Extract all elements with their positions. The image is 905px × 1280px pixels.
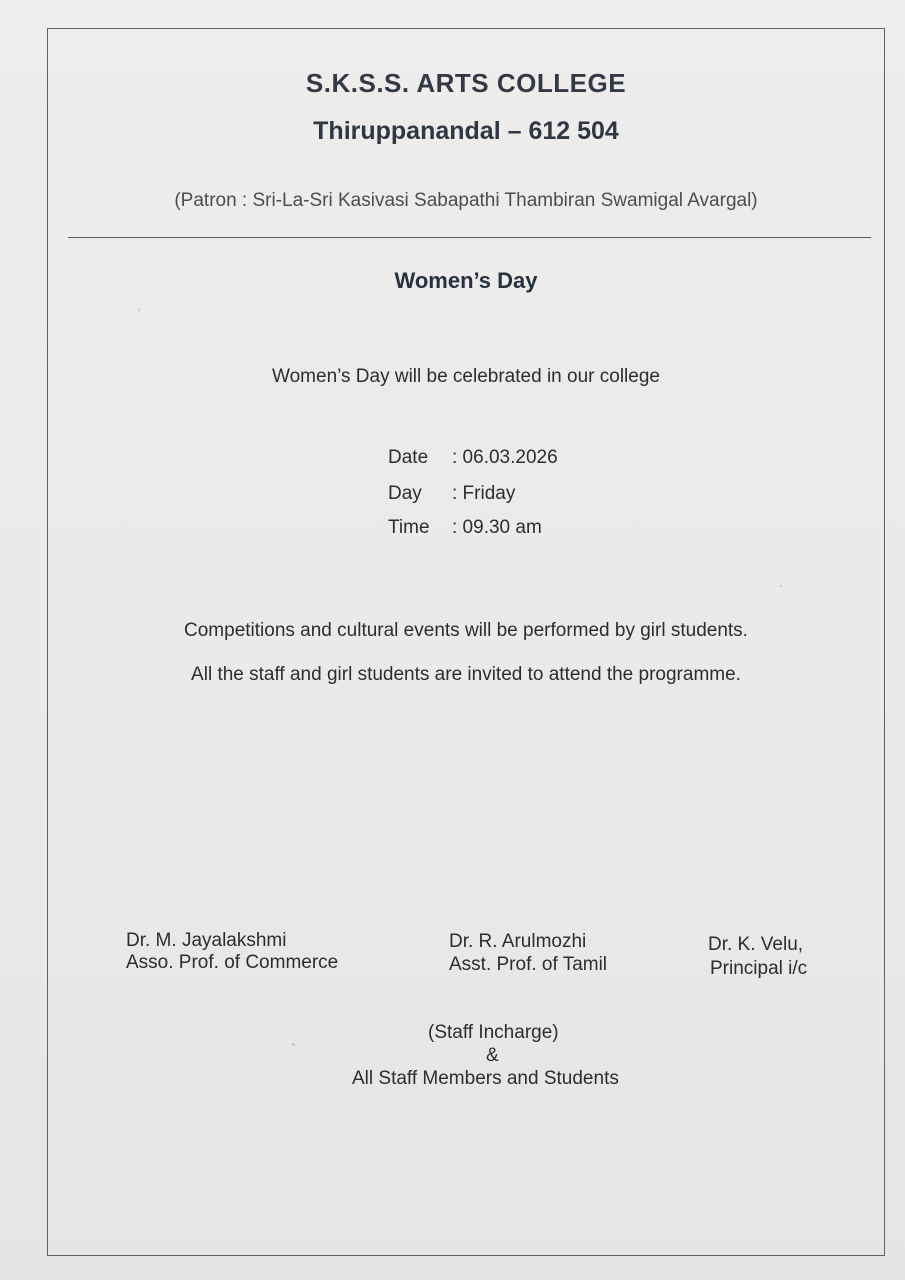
day-label: Day (388, 483, 422, 504)
patron-line: (Patron : Sri-La-Sri Kasivasi Sabapathi Thambiran Swamigal Avargal) (174, 190, 758, 211)
staff-incharge-label: (Staff Incharge) (428, 1022, 559, 1043)
signatory-name: Dr. R. Arulmozhi (449, 931, 587, 952)
paper-speck (780, 585, 782, 587)
day-value: : Friday (452, 483, 516, 504)
paper-speck (138, 308, 140, 312)
time-value: : 09.30 am (452, 517, 542, 538)
date-label: Date (388, 447, 429, 468)
signatory-role: Principal i/c (710, 958, 808, 979)
signatory-name: Dr. M. Jayalakshmi (126, 930, 287, 951)
signatory-name: Dr. K. Velu, (708, 934, 804, 955)
signatory-role: Asst. Prof. of Tamil (449, 954, 608, 975)
college-location: Thiruppanandal – 612 504 (313, 117, 619, 145)
body-line-competitions: Competitions and cultural events will be performed by girl students. (184, 620, 748, 641)
date-value: : 06.03.2026 (452, 447, 558, 468)
header-divider (68, 237, 871, 238)
ampersand: & (486, 1045, 499, 1066)
notice-title: Women’s Day (394, 268, 538, 293)
all-staff-line: All Staff Members and Students (352, 1068, 619, 1089)
notice-intro: Women’s Day will be celebrated in our college (272, 366, 660, 387)
paper-speck (292, 1043, 295, 1046)
college-name: S.K.S.S. ARTS COLLEGE (305, 68, 627, 98)
body-line-invitation: All the staff and girl students are invited to attend the programme. (191, 664, 741, 685)
time-label: Time (388, 517, 430, 538)
signatory-role: Asso. Prof. of Commerce (126, 952, 339, 973)
